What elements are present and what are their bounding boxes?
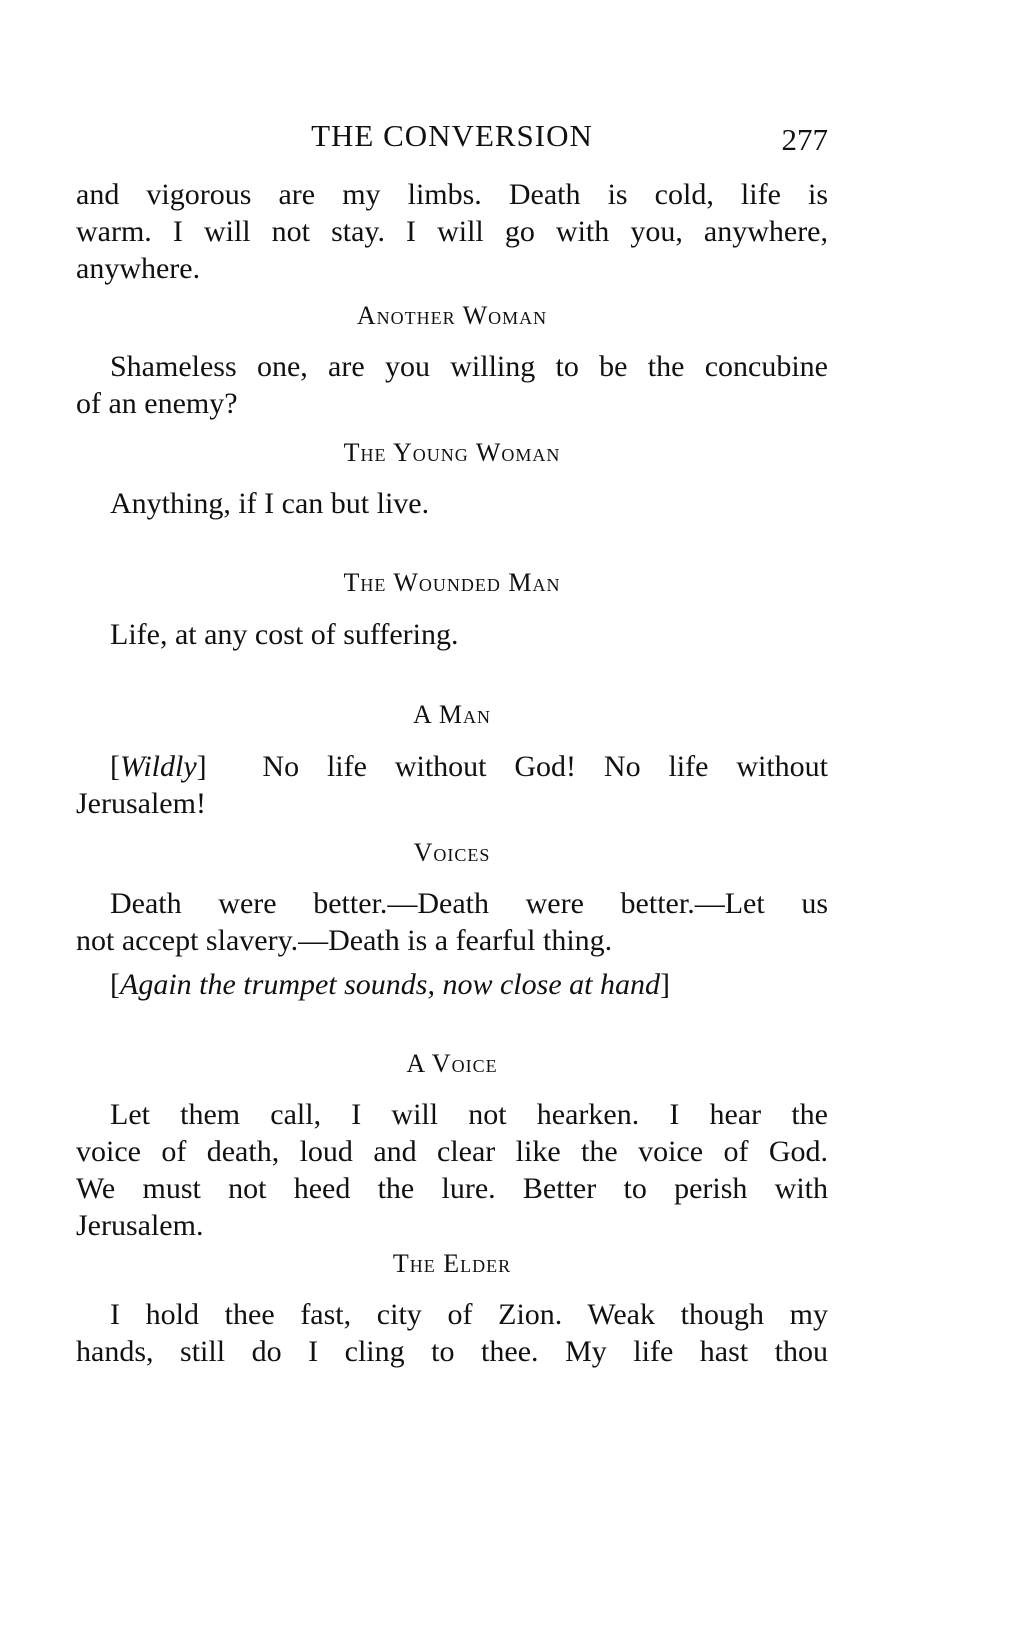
text-line: of an enemy? [76,387,238,420]
page-number: 277 [781,122,828,157]
intro-paragraph [76,176,828,287]
page-header [76,118,828,162]
bracket-close: ] [659,968,670,1001]
text-line: Life, at any cost of suffering. [110,618,459,651]
speaker-heading: A Man [413,700,491,729]
speaker-heading: The Elder [392,1249,512,1278]
text-line: and vigorous are my limbs. Death is cold, life is [76,178,828,211]
text-line: warm. I will not stay. I will go with you, anywhere, [76,215,828,248]
speaker-heading: The Young Woman [343,438,561,467]
stage-direction-inline: Wildly [120,750,197,783]
speech-paragraph [76,348,828,422]
speech-paragraph [76,1296,828,1370]
text-line [76,748,828,785]
stage-direction-text: Again the trumpet sounds, now close at hand [120,968,660,1001]
text-line: Jerusalem. [76,1209,204,1242]
text-line: Anything, if I can but live. [110,487,430,520]
bracket-open: [ [110,968,120,1001]
speaker-heading: Voices [413,838,491,867]
speech-paragraph [76,616,828,653]
text-line: Shameless one, are you willing to be the concubine [110,350,828,383]
text-line: voice of death, loud and clear like the voice of God. [76,1135,828,1168]
speaker-heading: The Wounded Man [343,568,561,597]
text-span: No life without God! No life without [262,750,828,783]
text-line: not accept slavery.—Death is a fearful thing. [76,924,613,957]
speech-paragraph [76,485,828,522]
text-line: Death were better.—Death were better.—Let us [110,887,828,920]
speech-paragraph [76,1096,828,1244]
running-title: THE CONVERSION [311,118,593,153]
stage-direction [110,966,828,1003]
text-line: anywhere. [76,252,201,285]
speaker-heading: Another Woman [356,301,548,330]
speaker-heading: A Voice [406,1049,498,1078]
text-line: Jerusalem! [76,787,206,820]
text-line: We must not heed the lure. Better to perish with [76,1172,828,1205]
text-line: hands, still do I cling to thee. My life hast thou [76,1335,828,1368]
text-line: Let them call, I will not hearken. I hear the [110,1098,828,1131]
bracket-close: ] [196,750,207,783]
text-line: I hold thee fast, city of Zion. Weak though my [110,1298,828,1331]
speech-paragraph [76,748,828,822]
speech-paragraph [76,885,828,959]
bracket-open: [ [110,750,120,783]
